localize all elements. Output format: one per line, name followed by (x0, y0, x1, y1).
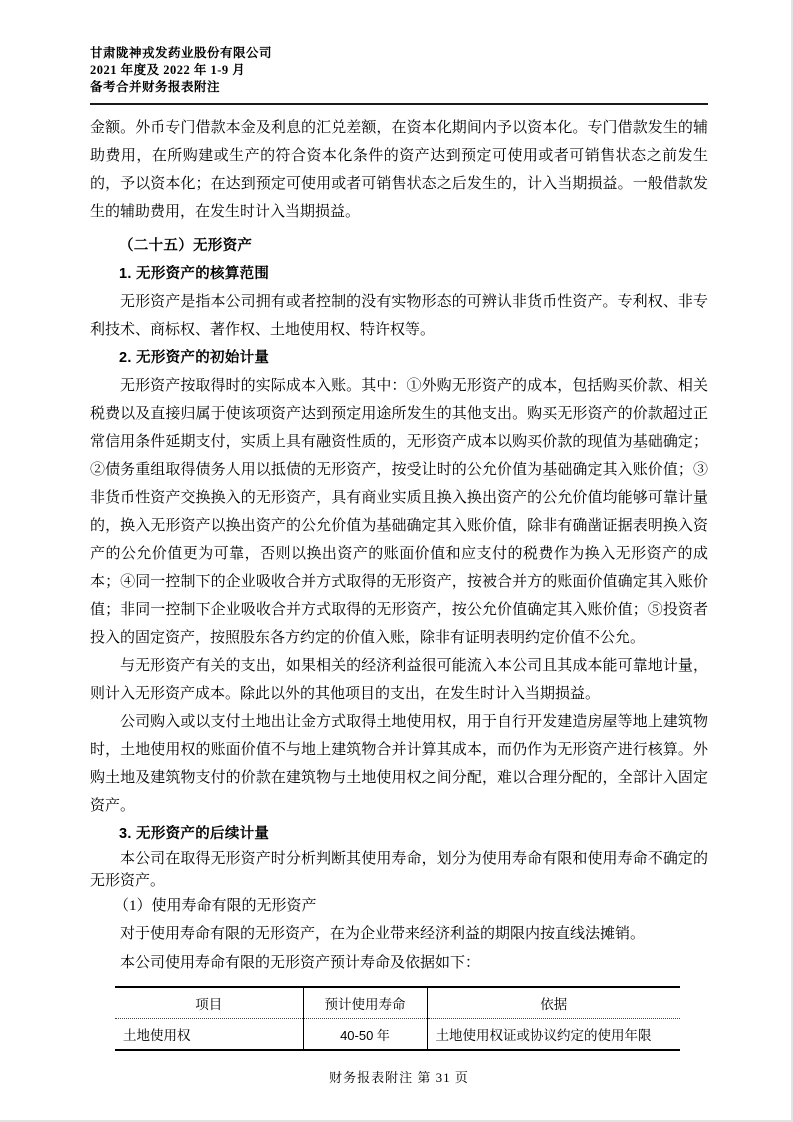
paragraph-useful-life-judgement: 本公司在取得无形资产时分析判断其使用寿命，划分为使用寿命有限和使用寿命不确定的无形资产。 (90, 851, 708, 889)
table-header-item: 项目 (115, 987, 303, 1019)
paragraph-table-intro: 本公司使用寿命有限的无形资产预计寿命及依据如下： (120, 955, 481, 971)
document-body (90, 105, 708, 1051)
section-title-25: （二十五）无形资产 (119, 238, 253, 254)
heading-initial-measurement: 2. 无形资产的初始计量 (119, 350, 270, 366)
heading-accounting-scope: 1. 无形资产的核算范围 (119, 266, 270, 282)
doc-title: 备考合并财务报表附注 (90, 80, 221, 94)
company-name: 甘肃陇神戎发药业股份有限公司 (90, 46, 273, 60)
paragraph-initial-measurement: 无形资产按取得时的实际成本入账。其中：①外购无形资产的成本，包括购买价款、相关税费以及直接归属于使该项资产达到预定用途所发生的其他支出。购买无形资产的价款超过正常信用条件延期支付，实质上具有融资性质的，无形资产成本以购买价款的现值为基础确定；②债务重组取得债务人用以抵债的无形资产，按受让时的公允价值为基础确定其入账价值；③非货币性资产交换换入的无形资产，具有商业实质且换入换出资产的公允价值均能够可靠计量的，换入无形资产以换出资产的公允价值为基础确定其入账价值，除非有确凿证据表明换入资产的公允价值更为可靠，否则以换出资产的账面价值和应支付的税费作为换入无形资产的成本；④同一控制下的企业吸收合并方式取得的无形资产，按被合并方的账面价值确定其入账价值；非同一控制下企业吸收合并方式取得的无形资产，按公允价值确定其入账价值；⑤投资者投入的固定资产，按照股东各方约定的价值入账，除非有证明表明约定价值不公允。 (90, 378, 708, 646)
table-row (115, 1019, 680, 1051)
table-cell-basis: 土地使用权证或协议约定的使用年限 (427, 1019, 680, 1051)
heading-subsequent-measurement: 3. 无形资产的后续计量 (119, 826, 270, 842)
table-header-basis: 依据 (427, 987, 680, 1019)
paragraph-carryover: 金额。外币专门借款本金及利息的汇兑差额，在资本化期间内予以资本化。专门借款发生的辅助费用，在所购建或生产的符合资本化条件的资产达到预定可使用或者可销售状态之前发生的，予以资本化；在达到预定可使用或者可销售状态之后发生的，计入当期损益。一般借款发生的辅助费用，在发生时计入当期损益。 (90, 120, 708, 220)
table-header-row (115, 987, 680, 1019)
paragraph-straight-line-amortization: 对于使用寿命有限的无形资产，在为企业带来经济利益的期限内按直线法摊销。 (120, 926, 646, 942)
page-header (90, 45, 708, 105)
page-footer: 财务报表附注 第 31 页 (329, 1070, 469, 1085)
useful-life-table (115, 986, 680, 1051)
paragraph-scope: 无形资产是指本公司拥有或者控制的没有实物形态的可辨认非货币性资产。专利权、非专利技术、商标权、著作权、土地使用权、特许权等。 (90, 294, 708, 338)
paragraph-related-expenditure: 与无形资产有关的支出，如果相关的经济利益很可能流入本公司且其成本能可靠地计量，则计入无形资产成本。除此以外的其他项目的支出，在发生时计入当期损益。 (90, 658, 708, 702)
paragraph-land-use-right: 公司购入或以支付土地出让金方式取得土地使用权，用于自行开发建造房屋等地上建筑物时，土地使用权的账面价值不与地上建筑物合并计算其成本，而仍作为无形资产进行核算。外购土地及建筑物支付的价款在建筑物与土地使用权之间分配，难以合理分配的，全部计入固定资产。 (90, 714, 708, 814)
table-cell-item: 土地使用权 (123, 1028, 191, 1043)
subheading-finite-life: （1）使用寿命有限的无形资产 (114, 898, 317, 914)
table-header-expected-life: 预计使用寿命 (303, 987, 427, 1019)
table-cell-expected-life: 40-50 年 (303, 1019, 427, 1051)
report-period: 2021 年度及 2022 年 1-9 月 (90, 63, 246, 77)
